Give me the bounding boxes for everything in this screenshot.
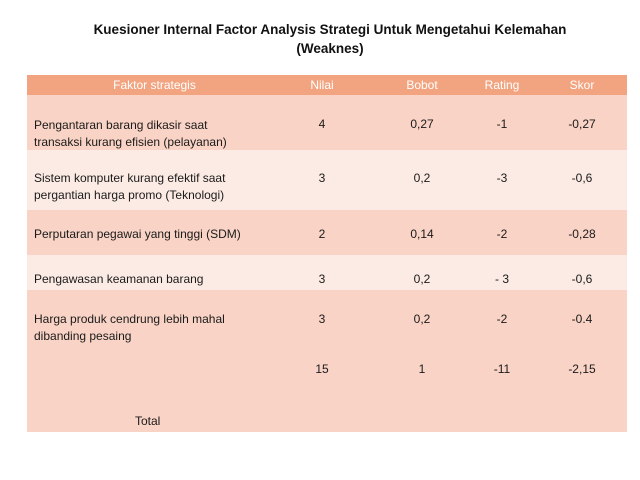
row-bobot: 0,2: [413, 312, 431, 326]
table-row: [27, 150, 627, 210]
row-nilai: 3: [318, 312, 326, 326]
row-nilai: 4: [318, 117, 326, 131]
factor-line: Harga produk cendrung lebih mahal: [34, 312, 225, 326]
row-rating: - 3: [494, 272, 509, 286]
table-row: [27, 210, 627, 255]
row-skor: -0.4: [571, 312, 593, 326]
row-skor: -0,28: [568, 227, 596, 241]
slide-title: [60, 20, 600, 58]
row-bobot: 0,27: [410, 117, 434, 131]
factor-line: Pengantaran barang dikasir saat: [34, 118, 208, 132]
total-bobot: 1: [418, 362, 426, 376]
total-nilai: 15: [315, 362, 329, 376]
total-label: Total: [135, 414, 161, 428]
table-row: [27, 255, 627, 290]
row-factor: [34, 170, 284, 204]
row-bobot: 0,14: [410, 227, 434, 241]
row-factor: [34, 311, 284, 345]
row-nilai: 3: [318, 272, 326, 286]
row-factor: [34, 117, 284, 151]
row-factor: Perputaran pegawai yang tinggi (SDM): [34, 227, 241, 241]
header-rating: Rating: [484, 78, 520, 92]
factor-line: Sistem komputer kurang efektif saat: [34, 171, 226, 185]
title-line-2: (Weaknes): [296, 41, 364, 56]
row-bobot: 0,2: [413, 171, 431, 185]
row-rating: -3: [496, 171, 508, 185]
header-bobot: Bobot: [406, 78, 438, 92]
header-skor: Skor: [569, 78, 595, 92]
total-skor: -2,15: [568, 362, 596, 376]
row-factor: Pengawasan keamanan barang: [34, 272, 204, 286]
total-rating: -11: [493, 362, 511, 376]
table-row: [27, 95, 627, 150]
row-skor: -0,27: [568, 117, 596, 131]
row-skor: -0,6: [571, 272, 593, 286]
row-bobot: 0,2: [413, 272, 431, 286]
row-skor: -0,6: [571, 171, 593, 185]
factor-line: pergantian harga promo (Teknologi): [34, 188, 225, 202]
row-rating: -2: [496, 312, 508, 326]
header-nilai: Nilai: [310, 78, 334, 92]
table-row: [27, 290, 627, 432]
row-nilai: 2: [318, 227, 326, 241]
factor-line: transaksi kurang efisien (pelayanan): [34, 135, 227, 149]
factor-line: dibanding pesaing: [34, 329, 132, 343]
row-rating: -2: [496, 227, 508, 241]
row-rating: -1: [496, 117, 508, 131]
title-line-1: Kuesioner Internal Factor Analysis Strategi Untuk Mengetahui Kelemahan: [93, 22, 567, 37]
row-nilai: 3: [318, 171, 326, 185]
header-faktor: Faktor strategis: [113, 78, 196, 92]
table-header: [27, 75, 627, 95]
